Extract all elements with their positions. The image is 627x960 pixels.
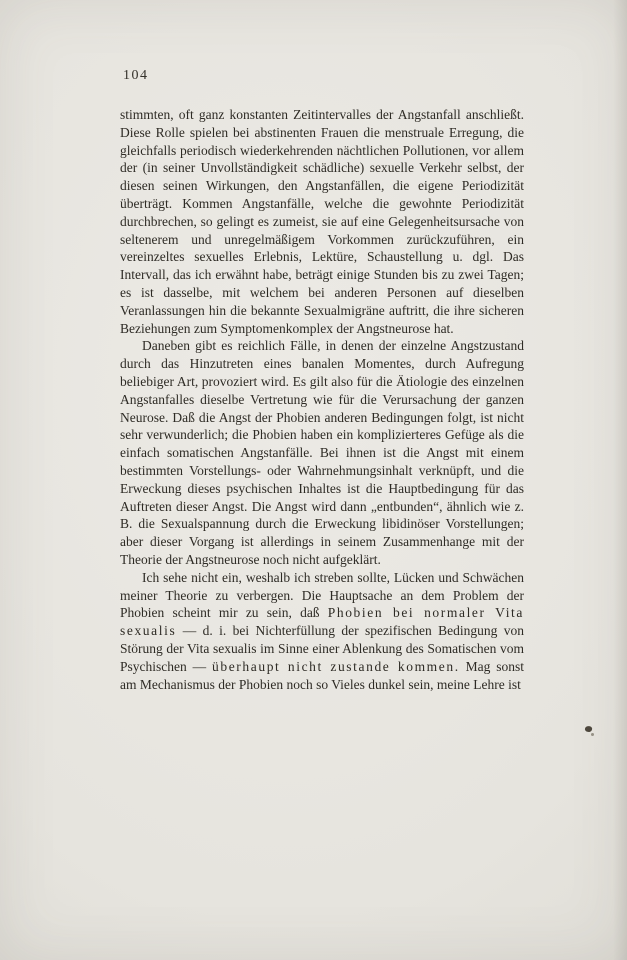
paragraph bbox=[120, 569, 524, 694]
page-number: 104 bbox=[123, 68, 149, 83]
body-text: Ich sehe nicht ein, weshalb ich streben sollte, Lücken und Schwächen meiner Theorie zu verbergen. Die Hauptsache an dem Problem der Phobien scheint mir zu sein, daß bbox=[120, 569, 524, 621]
page-text-block bbox=[120, 106, 524, 693]
body-text: — d. i. bei Nichterfüllung der spezifischen Bedingung von Störung der Vita sexualis im Sinne einer Ablenkung des Somatischen vom Psychischen — bbox=[120, 623, 524, 674]
emphasized-letterspaced-text: Phobien bei normaler Vita sexualis bbox=[120, 605, 524, 639]
body-text: stimmten, oft ganz konstanten Zeitintervalles der Angstanfall anschließt. Diese Rolle spielen bei abstinenten Frauen die menstruale Erregung, die gleichfalls periodisch wiederkehrenden nächtlichen Pollutionen, vor allem der (in seiner Unvollständigkeit schädliche) sexuelle Verkehr selbst, der diesen seinen Wirkungen, den Angstanfällen, die eigene Periodizität überträgt. Kommen Angstanfälle, welche die gewohnte Periodizität durchbrechen, so gelingt es zumeist, sie auf eine Gelegenheitsursache von seltenerem und unregelmäßigem Vorkommen zurückzuführen, ein vereinzeltes sexuelles Erlebnis, Lektüre, Schaustellung u. dgl. Das Intervall, das ich erwähnt habe, beträgt einige Stunden bis zu zwei Tagen; es ist dasselbe, mit welchem bei anderen Personen auf dieselben Veranlassungen hin die bekannte Sexualmigräne auftritt, die ihre sicheren Beziehungen zum Symptomenkomplex der Angstneurose hat. bbox=[120, 107, 524, 336]
paragraph bbox=[120, 337, 524, 568]
paragraph bbox=[120, 106, 524, 337]
body-text: Daneben gibt es reichlich Fälle, in denen der einzelne Angstzustand durch das Hinzutreten eines banalen Momentes, durch Aufregung beliebiger Art, provoziert wird. Es gilt also für die Ätiologie des einzelnen Angstanfalles dieselbe Vertretung wie für die Verursachung der ganzen Neurose. Daß die Angst der Phobien anderen Bedingungen folgt, ist nicht sehr verwunderlich; die Phobien haben ein komplizierteres Gefüge als die einfach somatischen Angstanfälle. Bei ihnen ist die Angst mit einem bestimmten Vorstellungs- oder Wahrnehmungsinhalt verknüpft, und die Erweckung dieses psychischen Inhaltes ist die Hauptbedingung für das Auftreten dieser Angst. Die Angst wird dann „entbunden“, ähnlich wie z. B. die Sexualspannung durch die Erweckung libidinöser Vorstellungen; aber dieser Vorgang ist allerdings in seinem Zusammenhange mit der Theorie der Angstneurose noch nicht aufgeklärt. bbox=[120, 338, 524, 567]
scan-edge-shadow bbox=[613, 0, 627, 960]
emphasized-letterspaced-text: überhaupt nicht zustande kommen. bbox=[212, 658, 460, 674]
scan-artifact-speck-small bbox=[591, 733, 594, 736]
scan-artifact-speck bbox=[584, 725, 593, 733]
body-text: Mag sonst am Mechanismus der Phobien noch so Vieles dunkel sein, meine Lehre ist bbox=[120, 658, 524, 692]
